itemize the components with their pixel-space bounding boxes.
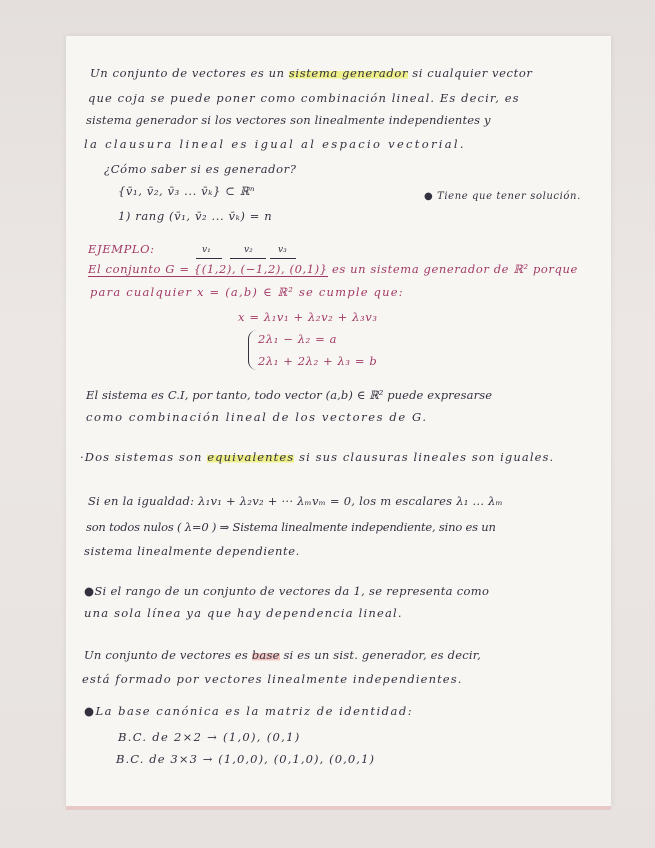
- p3-end: si sus clausuras lineales son iguales.: [299, 450, 555, 464]
- label-v1: v₁: [202, 245, 211, 255]
- highlight-base: base: [251, 648, 280, 662]
- p7-line1: ●La base canónica es la matriz de identidad:: [84, 704, 414, 718]
- p4-line3: sistema linealmente dependiente.: [84, 544, 300, 558]
- p1-line3: sistema generador si los vectores son linealmente independientes y: [86, 113, 491, 127]
- overline-v3: [270, 258, 296, 259]
- highlight-equivalentes: equivalentes: [207, 450, 295, 464]
- overline-v1: [196, 258, 222, 259]
- example-line2: para cualquier x = (a,b) ∈ ℝ² se cumple que:: [90, 285, 404, 299]
- p1-line2: que coja se puede poner como combinación lineal. Es decir, es: [88, 91, 520, 105]
- p3-start: ·Dos sistemas son: [80, 450, 203, 464]
- label-v3: v₃: [278, 245, 287, 255]
- example-line1-end: es un sistema generador de ℝ² porque: [331, 262, 578, 276]
- p6-line2: está formado por vectores linealmente independientes.: [82, 672, 463, 686]
- p4-line2: son todos nulos ( λ=0 ) ⇒ Sistema linealmente independiente, sino es un: [86, 520, 496, 534]
- p7-line3: B.C. de 3×3 → (1,0,0), (0,1,0), (0,0,1): [116, 752, 376, 766]
- p1-line1-start: Un conjunto de vectores es un: [90, 66, 285, 80]
- label-v2: v₂: [244, 245, 253, 255]
- example-set: El conjunto G = {(1,2), (−1,2), (0,1)}: [88, 262, 328, 276]
- example-eq3: 2λ₁ + 2λ₂ + λ₃ = b: [258, 354, 378, 368]
- p3-line: [80, 450, 554, 464]
- example-eq2: 2λ₁ − λ₂ = a: [258, 332, 338, 346]
- p6-line1: [84, 648, 481, 662]
- example-eq1: x = λ₁v₁ + λ₂v₂ + λ₃v₃: [238, 310, 378, 324]
- p1-line4: la clausura lineal es igual al espacio vectorial.: [84, 137, 466, 151]
- rank-condition: 1) rang (v̄₁, v̄₂ ... v̄ₖ) = n: [118, 209, 273, 223]
- example-title: EJEMPLO:: [88, 242, 155, 256]
- question-heading: ¿Cómo saber si es generador?: [104, 162, 297, 176]
- p6-end: si es un sist. generador, es decir,: [283, 648, 482, 662]
- p6-start: Un conjunto de vectores es: [84, 648, 248, 662]
- p2-line2: como combinación lineal de los vectores de G.: [86, 410, 428, 424]
- p2-line1: El sistema es C.I, por tanto, todo vector (a,b) ∈ ℝ² puede expresarse: [86, 388, 493, 402]
- p5-line1: ●Si el rango de un conjunto de vectores da 1, se representa como: [84, 584, 490, 598]
- overline-v2: [230, 258, 266, 259]
- p5-line2: una sola línea ya que hay dependencia lineal.: [84, 606, 403, 620]
- p1-line1-end: si cualquier vector: [412, 66, 533, 80]
- highlight-sistema-generador: sistema generador: [288, 66, 408, 80]
- p1-line1: [90, 66, 532, 80]
- vector-set: {v̄₁, v̄₂, v̄₃ ... v̄ₖ} ⊂ ℝⁿ: [118, 184, 256, 198]
- example-line1: [88, 262, 578, 276]
- solution-note: ● Tiene que tener solución.: [424, 191, 581, 202]
- p7-line2: B.C. de 2×2 → (1,0), (0,1): [118, 730, 301, 744]
- p4-line1: Si en la igualdad: λ₁v₁ + λ₂v₂ + ··· λₘvₘ = 0, los m escalares λ₁ ... λₘ: [88, 494, 503, 508]
- system-brace: [248, 330, 257, 370]
- page-edge-strip: [66, 806, 611, 810]
